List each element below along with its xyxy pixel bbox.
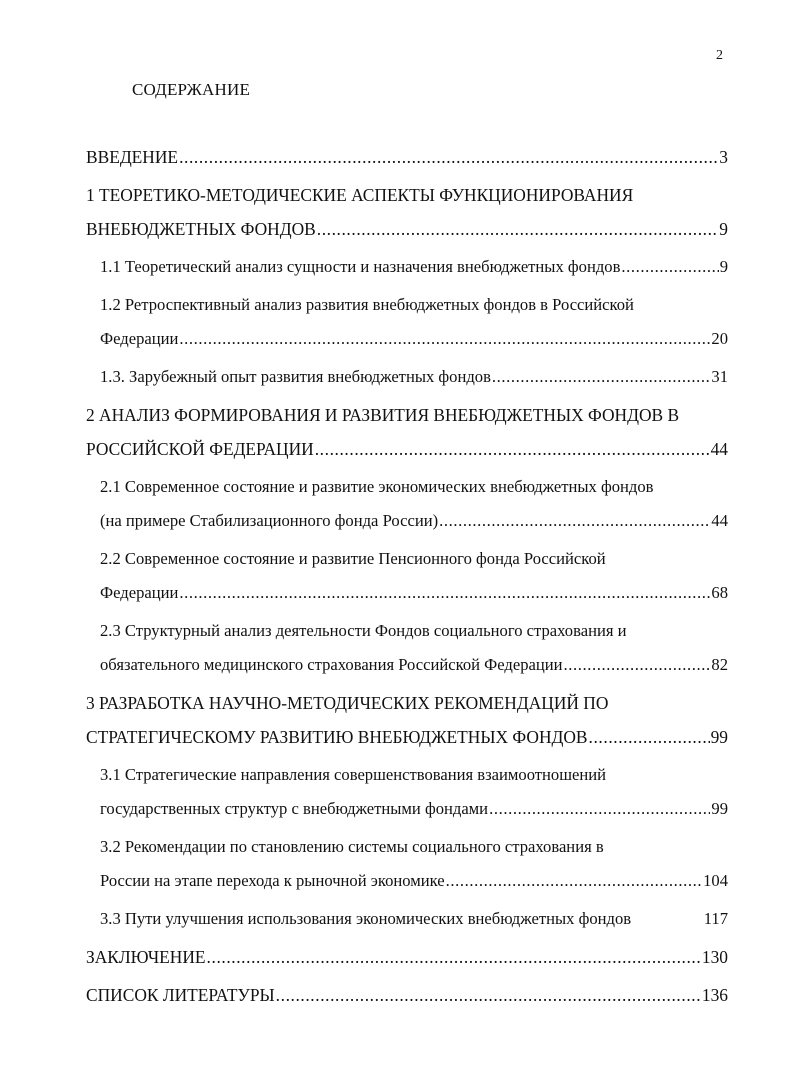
toc-entry <box>100 902 728 936</box>
toc-entry-page: 20 <box>711 329 728 348</box>
dot-leader <box>564 648 711 682</box>
page-title: СОДЕРЖАНИЕ <box>132 80 251 99</box>
toc-entry-leader-line <box>86 978 728 1012</box>
toc-entry <box>86 978 728 1012</box>
toc-entry-title: России на этапе перехода к рыночной экономике <box>100 871 445 890</box>
table-of-contents <box>86 140 728 1016</box>
toc-entry-title: ВНЕБЮДЖЕТНЫХ ФОНДОВ <box>86 219 316 239</box>
toc-entry <box>100 542 728 610</box>
dot-leader <box>315 432 710 466</box>
toc-entry-leader-line <box>100 648 728 682</box>
toc-entry-title: Федерации <box>100 583 179 602</box>
toc-entry-page: 44 <box>711 511 728 530</box>
toc-entry-leader-line <box>100 864 728 898</box>
toc-entry <box>86 178 728 246</box>
toc-entry <box>86 686 728 754</box>
toc-entry-page: 3 <box>719 147 728 167</box>
toc-entry-title: ВВЕДЕНИЕ <box>86 147 179 167</box>
dot-leader <box>179 576 710 610</box>
toc-entry-line: 2 АНАЛИЗ ФОРМИРОВАНИЯ И РАЗВИТИЯ ВНЕБЮДЖЕТНЫХ ФОНДОВ В <box>86 405 680 425</box>
toc-entry-title: Федерации <box>100 329 179 348</box>
toc-entry-leader-line <box>86 432 728 466</box>
toc-entry-title: 1.3. Зарубежный опыт развития внебюджетных фондов <box>100 367 491 386</box>
toc-entry-leader-line <box>100 902 728 936</box>
toc-entry <box>100 360 728 394</box>
toc-entry-page: 117 <box>703 909 728 928</box>
toc-entry <box>100 614 728 682</box>
toc-entry <box>86 398 728 466</box>
toc-entry-title: ЗАКЛЮЧЕНИЕ <box>86 947 206 967</box>
toc-entry <box>100 250 728 284</box>
dot-leader <box>492 360 710 394</box>
toc-entry <box>86 940 728 974</box>
toc-entry <box>100 830 728 898</box>
toc-entry-line: 2.3 Структурный анализ деятельности Фондов социального страхования и <box>100 621 627 640</box>
toc-entry-line: 1.2 Ретроспективный анализ развития внебюджетных фондов в Российской <box>100 295 634 314</box>
toc-entry-page: 68 <box>711 583 728 602</box>
dot-leader <box>589 720 710 754</box>
toc-entry-page: 9 <box>719 219 728 239</box>
toc-entry-title: обязательного медицинского страхования Российской Федерации <box>100 655 563 674</box>
toc-entry-line: 3.2 Рекомендации по становлению системы социального страхования в <box>100 837 604 856</box>
toc-entry-line: 3 РАЗРАБОТКА НАУЧНО-МЕТОДИЧЕСКИХ РЕКОМЕНДАЦИЙ ПО <box>86 693 609 713</box>
toc-entry-page: 44 <box>710 439 728 459</box>
toc-entry-leader-line <box>100 250 728 284</box>
toc-entry <box>100 288 728 356</box>
toc-entry-title: 3.3 Пути улучшения использования экономических внебюджетных фондов <box>100 909 632 928</box>
spacer <box>86 1012 728 1016</box>
dot-leader <box>276 978 701 1012</box>
toc-entry <box>100 758 728 826</box>
page-number: 2 <box>716 48 723 63</box>
toc-entry-leader-line <box>86 140 728 174</box>
toc-entry-line: 1 ТЕОРЕТИКО-МЕТОДИЧЕСКИЕ АСПЕКТЫ ФУНКЦИОНИРОВАНИЯ <box>86 185 634 205</box>
toc-entry-leader-line <box>100 792 728 826</box>
toc-entry-title: СТРАТЕГИЧЕСКОМУ РАЗВИТИЮ ВНЕБЮДЖЕТНЫХ ФОНДОВ <box>86 727 588 747</box>
toc-entry-leader-line <box>100 504 728 538</box>
dot-leader <box>439 504 710 538</box>
toc-entry <box>100 470 728 538</box>
toc-entry-page: 99 <box>711 799 728 818</box>
dot-leader <box>317 212 719 246</box>
toc-entry-title: 1.1 Теоретический анализ сущности и назначения внебюджетных фондов <box>100 257 621 276</box>
toc-entry-page: 130 <box>701 947 728 967</box>
toc-entry-line: 2.1 Современное состояние и развитие экономических внебюджетных фондов <box>100 477 654 496</box>
dot-leader <box>489 792 710 826</box>
toc-entry-page: 136 <box>701 985 728 1005</box>
dot-leader <box>446 864 702 898</box>
toc-entry-leader-line <box>86 940 728 974</box>
toc-entry-line: 3.1 Стратегические направления совершенствования взаимоотношений <box>100 765 607 784</box>
dot-leader <box>207 940 701 974</box>
toc-entry-leader-line <box>100 322 728 356</box>
toc-entry-page: 104 <box>703 871 728 890</box>
dot-leader <box>621 250 718 284</box>
toc-entry <box>86 140 728 174</box>
toc-entry-leader-line <box>86 720 728 754</box>
toc-entry-leader-line <box>86 212 728 246</box>
toc-entry-leader-line <box>100 360 728 394</box>
toc-entry-page: 99 <box>710 727 728 747</box>
toc-entry-title: государственных структур с внебюджетными фондами <box>100 799 489 818</box>
toc-entry-line: 2.2 Современное состояние и развитие Пенсионного фонда Российской <box>100 549 606 568</box>
dot-leader <box>179 322 710 356</box>
toc-entry-title: СПИСОК ЛИТЕРАТУРЫ <box>86 985 275 1005</box>
toc-entry-title: РОССИЙСКОЙ ФЕДЕРАЦИИ <box>86 439 314 459</box>
toc-entry-title: (на примере Стабилизационного фонда России) <box>100 511 439 530</box>
toc-entry-page: 9 <box>719 257 728 276</box>
toc-entry-page: 31 <box>711 367 728 386</box>
dot-leader <box>179 140 718 174</box>
toc-entry-page: 82 <box>711 655 728 674</box>
toc-entry-leader-line <box>100 576 728 610</box>
